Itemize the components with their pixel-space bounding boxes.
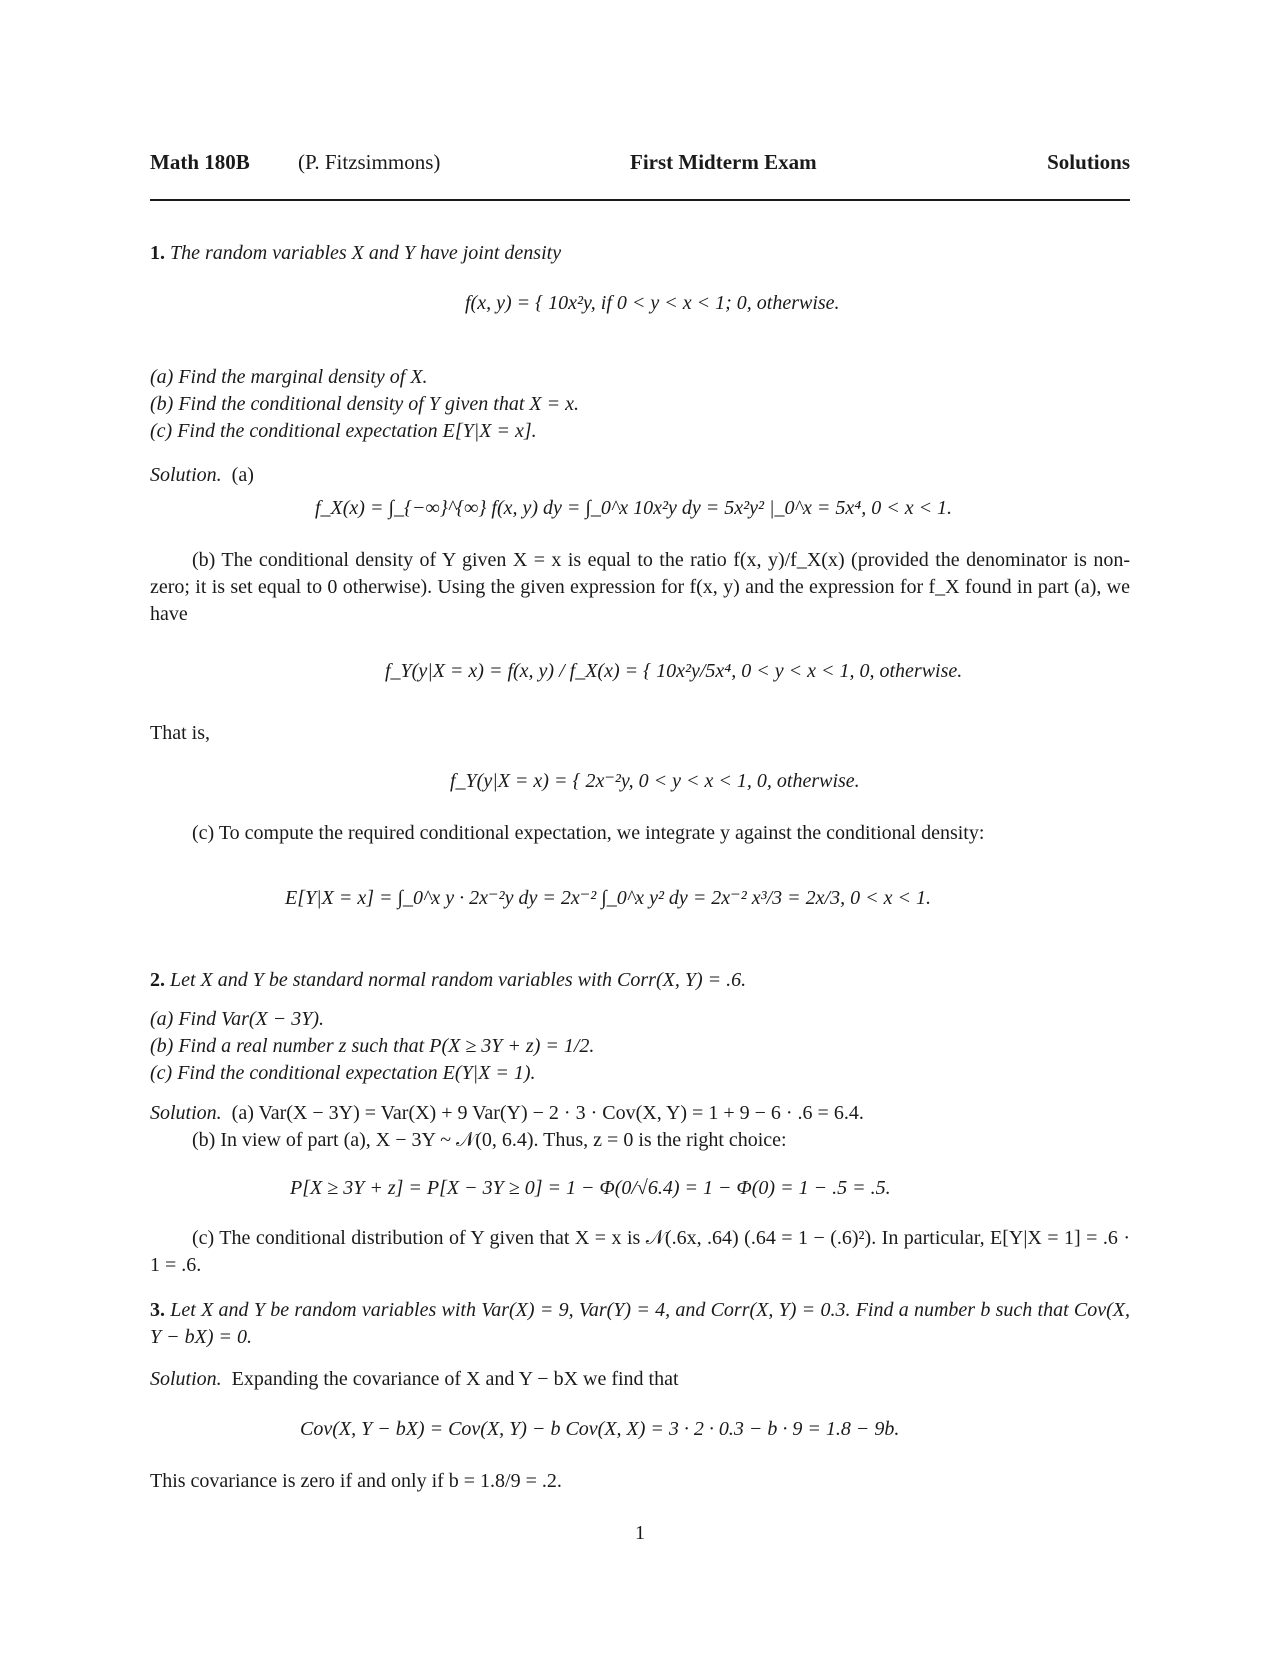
solution-2a-text: (a) Var(X − 3Y) = Var(X) + 9 Var(Y) − 2 · 3 · Cov(X, Y) = 1 + 9 − 6 · .6 = 6.4. [231,1102,864,1124]
exam-title: First Midterm Exam [630,150,817,174]
problem-2-part-c: (c) Find the conditional expectation E(Y|X = 1). [150,1062,536,1084]
header-rule [150,199,1130,201]
problem-1-part-b: (b) Find the conditional density of Y given that X = x. [150,393,579,415]
conditional-density-equation-2: f_Y(y|X = x) = { 2x⁻²y, 0 < y < x < 1, 0, otherwise. [450,770,860,792]
solution-part-label: (a) [231,464,254,486]
solution-2b-text: (b) In view of part (a), X − 3Y ~ 𝒩(0, 6.4). Thus, z = 0 is the right choice: [192,1129,787,1151]
problem-3-statement [150,1297,1130,1351]
probability-equation: P[X ≥ 3Y + z] = P[X − 3Y ≥ 0] = 1 − Φ(0/√6.4) = 1 − Φ(0) = 1 − .5 = .5. [290,1177,891,1199]
course-title: Math 180B [150,150,250,174]
that-is-text: That is, [150,722,210,744]
problem-number: 3. [150,1299,165,1321]
solution-3-text: Expanding the covariance of X and Y − bX we find that [231,1368,679,1390]
problem-text: Let X and Y be standard normal random variables with Corr(X, Y) = .6. [170,969,747,991]
problem-number: 2. [150,969,165,991]
solution-label: Solution. [150,1102,222,1124]
problem-number: 1. [150,242,165,264]
covariance-equation: Cov(X, Y − bX) = Cov(X, Y) − b Cov(X, X) = 3 · 2 · 0.3 − b · 9 = 1.8 − 9b. [300,1418,900,1440]
solution-1c-text: (c) To compute the required conditional expectation, we integrate y against the conditional density: [192,822,985,844]
solution-label: Solution. [150,1368,222,1390]
problem-2-statement [150,967,1130,994]
solutions-label: Solutions [1047,150,1130,174]
page-header [150,150,1130,184]
problem-1-part-a: (a) Find the marginal density of X. [150,366,428,388]
solution-3-line [150,1366,1130,1393]
instructor-name: (P. Fitzsimmons) [298,150,441,174]
solution-1-label-line [150,462,1130,489]
problem-2-part-b: (b) Find a real number z such that P(X ≥ 3Y + z) = 1/2. [150,1035,595,1057]
problem-1-statement [150,240,1130,267]
page-number: 1 [635,1522,645,1544]
solution-2c-text: (c) The conditional distribution of Y given that X = x is 𝒩(.6x, .64) (.64 = 1 − (.6)²). In particular, E[Y|X = 1] = .6 · 1 = .6. [150,1227,1130,1276]
solution-3-conclusion: This covariance is zero if and only if b = 1.8/9 = .2. [150,1470,562,1492]
problem-1-part-c: (c) Find the conditional expectation E[Y|X = x]. [150,420,537,442]
joint-density-equation: f(x, y) = { 10x²y, if 0 < y < x < 1; 0, otherwise. [465,292,840,314]
problem-2-part-a: (a) Find Var(X − 3Y). [150,1008,325,1030]
conditional-density-equation-1: f_Y(y|X = x) = f(x, y) / f_X(x) = { 10x²y/5x⁴, 0 < y < x < 1, 0, otherwise. [385,660,963,682]
solution-1b-text: (b) The conditional density of Y given X = x is equal to the ratio f(x, y)/f_X(x) (provided the denominator is non-zero; it is set equal to 0 otherwise). Using the given expression for f(x, y) and the expression for f_X found in part (a), we have [150,549,1130,625]
marginal-density-equation: f_X(x) = ∫_{−∞}^{∞} f(x, y) dy = ∫_0^x 10x²y dy = 5x²y² |_0^x = 5x⁴, 0 < x < 1. [315,497,953,519]
solution-label: Solution. [150,464,222,486]
conditional-expectation-equation: E[Y|X = x] = ∫_0^x y · 2x⁻²y dy = 2x⁻² ∫_0^x y² dy = 2x⁻² x³/3 = 2x/3, 0 < x < 1. [285,887,931,909]
solution-2a-line [150,1100,1130,1127]
problem-text: Let X and Y be random variables with Var(X) = 9, Var(Y) = 4, and Corr(X, Y) = 0.3. Find a number b such that Cov(X, Y − bX) = 0. [150,1299,1131,1348]
problem-text: The random variables X and Y have joint density [170,242,562,264]
